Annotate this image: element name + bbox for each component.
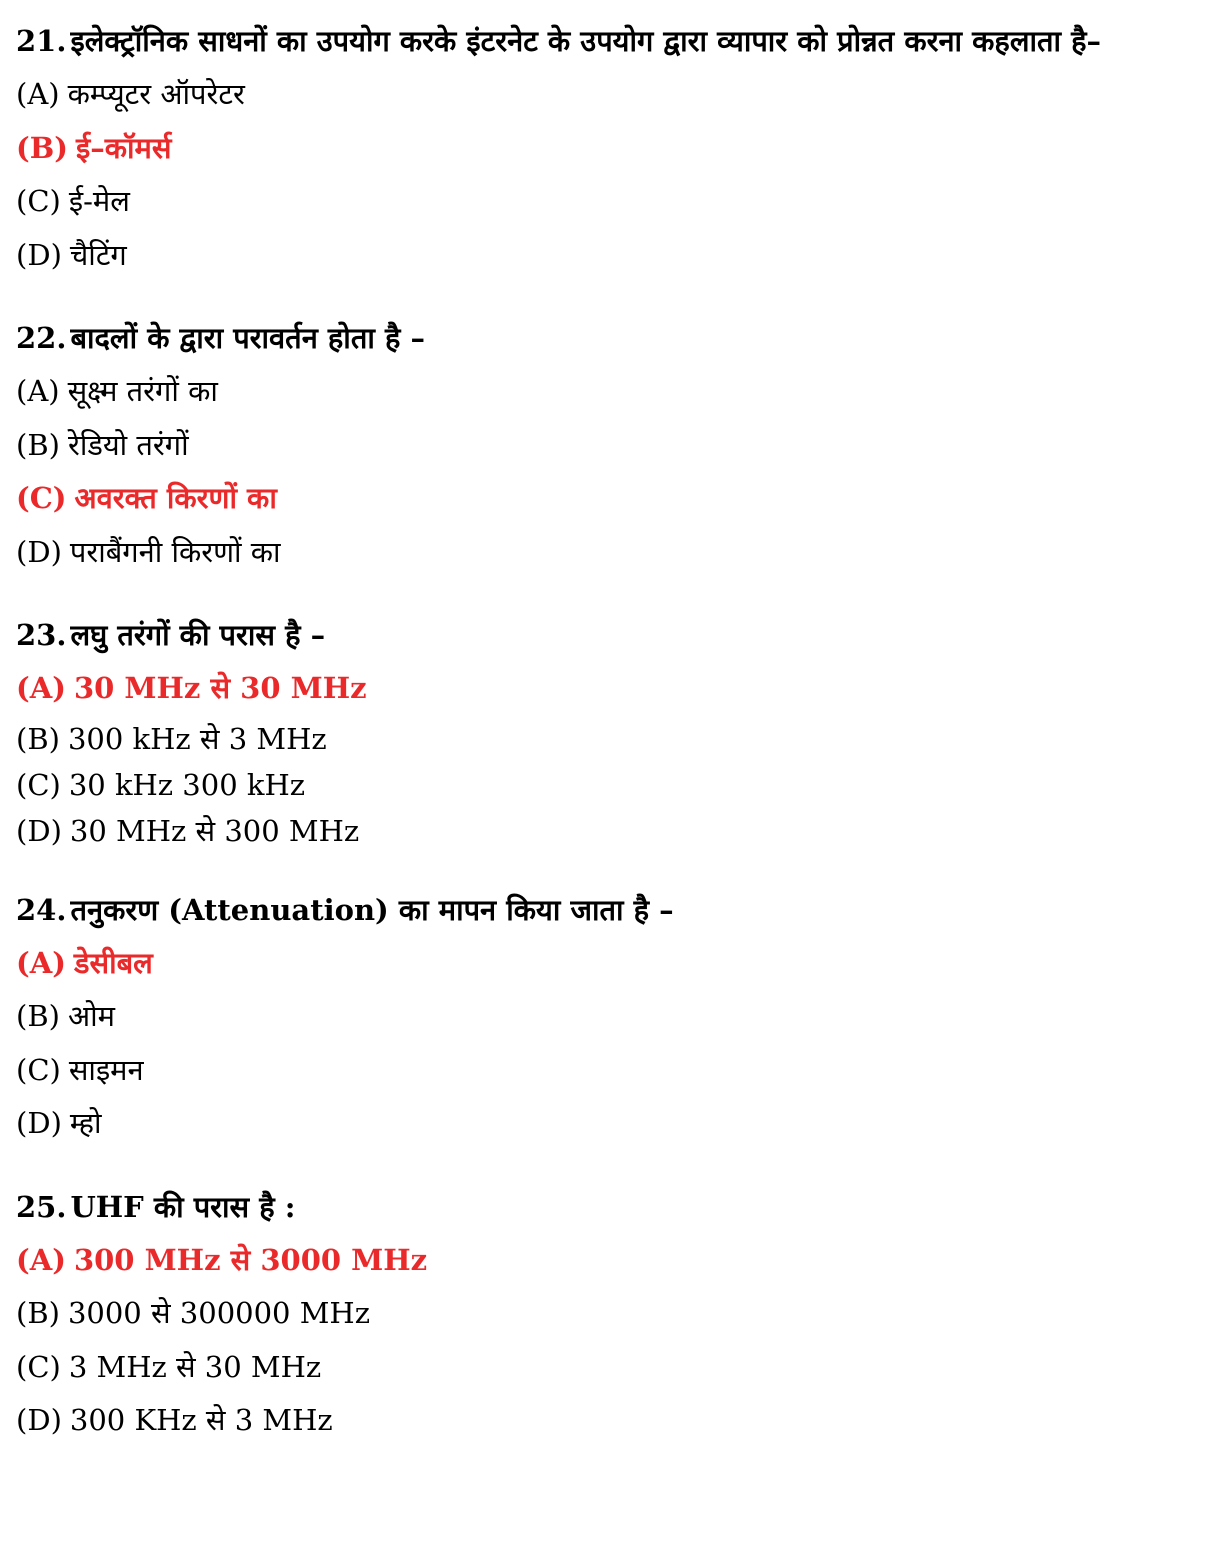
option-d: [16, 1097, 1212, 1151]
option-key: (B): [16, 130, 68, 165]
option-text: रेडियो तरंगों: [67, 427, 189, 462]
question-25: [16, 1180, 1212, 1448]
option-text: 300 kHz से 3 MHz: [67, 721, 327, 756]
option-a-correct-answer: [16, 937, 1212, 991]
option-key: (B): [16, 999, 60, 1033]
question-number: 23.: [16, 618, 67, 652]
question-number: 24.: [16, 892, 67, 927]
option-text: 30 kHz 300 kHz: [68, 767, 306, 802]
option-c: [16, 175, 1212, 229]
option-key: (C): [16, 767, 61, 802]
question-sheet: [16, 14, 1212, 1477]
question-21: [16, 14, 1212, 282]
option-text: कम्प्यूटर ऑपरेटर: [67, 77, 245, 111]
option-d: [16, 808, 1212, 854]
option-b: [16, 419, 1212, 473]
option-key: (D): [16, 237, 62, 272]
option-text: 3 MHz से 30 MHz: [68, 1349, 322, 1384]
question-text: लघु तरंगों की परास है –: [70, 618, 326, 652]
option-key: (D): [16, 1403, 62, 1437]
option-key: (D): [16, 534, 62, 569]
option-c: [16, 762, 1212, 808]
question-title: [16, 883, 1212, 937]
option-key: (C): [16, 1052, 61, 1087]
option-c: [16, 1341, 1212, 1395]
option-text: डेसीबल: [73, 945, 153, 980]
option-b: [16, 990, 1212, 1044]
option-b-correct-answer: [16, 122, 1212, 176]
option-c: [16, 1044, 1212, 1098]
option-key: (C): [16, 1349, 61, 1384]
option-text: साइमन: [68, 1052, 144, 1087]
option-a-correct-answer: [16, 662, 1212, 716]
question-number: 21.: [16, 24, 67, 58]
question-22: [16, 311, 1212, 579]
option-a: [16, 365, 1212, 419]
question-text: तनुकरण (Attenuation) का मापन किया जाता है –: [70, 892, 674, 927]
option-key: (D): [16, 813, 62, 848]
option-key: (B): [16, 721, 60, 756]
question-text: UHF की परास है :: [70, 1189, 296, 1224]
option-text: 30 MHz से 30 MHz: [73, 671, 367, 705]
option-text: म्हो: [69, 1106, 102, 1140]
question-text: बादलों के द्वारा परावर्तन होता है –: [70, 321, 425, 355]
option-a-correct-answer: [16, 1234, 1212, 1288]
option-text: 30 MHz से 300 MHz: [69, 813, 360, 848]
option-key: (A): [16, 77, 60, 111]
option-key: (A): [16, 945, 66, 980]
option-text: अवरक्त किरणों का: [74, 481, 277, 515]
question-title: [16, 311, 1212, 365]
option-key: (A): [16, 671, 66, 705]
option-key: (C): [16, 481, 67, 515]
option-key: (A): [16, 374, 60, 408]
question-number: 25.: [16, 1189, 67, 1224]
option-a: [16, 68, 1212, 122]
option-text: 300 KHz से 3 MHz: [69, 1403, 333, 1437]
option-key: (B): [16, 427, 60, 462]
question-title: [16, 14, 1212, 68]
question-text: इलेक्ट्रॉनिक साधनों का उपयोग करके इंटरनेट के उपयोग द्वारा व्यापार को प्रोन्नत करना कहलाता है–: [70, 24, 1102, 58]
option-key: (D): [16, 1106, 62, 1140]
option-text: चैटिंग: [69, 237, 127, 272]
option-text: ओम: [67, 999, 115, 1033]
option-text: सूक्ष्म तरंगों का: [67, 374, 218, 408]
option-text: 300 MHz से 3000 MHz: [73, 1242, 428, 1277]
option-b: [16, 716, 1212, 762]
option-d: [16, 1394, 1212, 1448]
option-d: [16, 229, 1212, 283]
option-b: [16, 1287, 1212, 1341]
option-key: (A): [16, 1242, 66, 1277]
option-text: 3000 से 300000 MHz: [67, 1296, 370, 1330]
option-text: पराबैंगनी किरणों का: [69, 534, 281, 569]
question-title: [16, 608, 1212, 662]
option-key: (B): [16, 1296, 60, 1330]
question-number: 22.: [16, 321, 67, 355]
question-title: [16, 1180, 1212, 1234]
question-24: [16, 883, 1212, 1151]
option-d: [16, 526, 1212, 580]
option-c-correct-answer: [16, 472, 1212, 526]
option-key: (C): [16, 184, 61, 218]
question-23: [16, 608, 1212, 854]
option-text: ई–कॉमर्स: [75, 130, 172, 165]
option-text: ई-मेल: [68, 184, 130, 218]
